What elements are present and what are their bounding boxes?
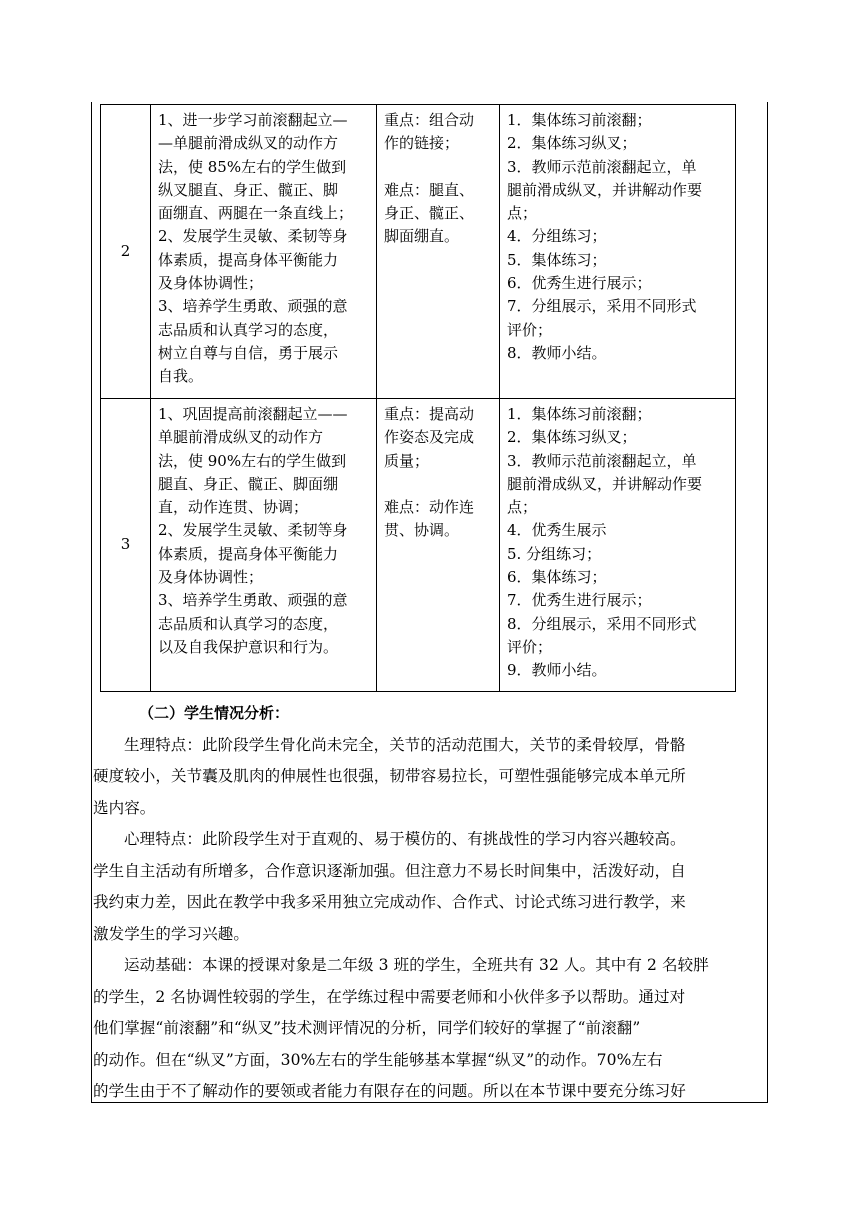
method-line: 8．分组展示，采用不同形式 [507,614,697,633]
goal-line: 3、培养学生勇敢、顽强的意 [158,297,348,316]
method-line: 6．优秀生进行展示； [507,274,652,293]
goal-line: 自我。 [158,367,204,386]
goal-line: 腿直、身正、髋正、脚面绷 [158,474,339,493]
goals-cell [151,399,377,692]
goal-line: 法，使 90%左右的学生做到 [158,451,347,470]
goal-line: 1、巩固提高前滚翻起立—— [158,405,348,423]
spacer [384,156,493,179]
goal-line: 志品质和认真学习的态度， [158,614,339,633]
method-line: 4．优秀生展示 [507,521,607,540]
paragraph-line: 我约束力差，因此在教学中我多采用独立完成动作、合作式、讨论式练习进行教学，来 [93,893,686,911]
key-point-line: 重点：组合动 [384,111,475,129]
key-point-line: 作的链接； [384,134,460,153]
paragraph-line: 的学生，2 名协调性较弱的学生，在学练过程中需要老师和小伙伴多予以帮助。通过对 [93,987,686,1006]
goal-line: 3、培养学生勇敢、顽强的意 [158,591,348,610]
method-line: 7．优秀生进行展示； [507,591,652,610]
method-line: 4．分组练习； [507,227,607,246]
goal-line: 直，动作连贯、协调； [158,498,309,517]
method-line: 3．教师示范前滚翻起立，单 [507,451,697,470]
goal-line: 2、发展学生灵敏、柔韧等身 [158,227,348,246]
paragraph-line: 的学生由于不了解动作的要领或者能力有限存在的问题。所以在本节课中要充分练习好 [93,1082,686,1100]
paragraph-line: 他们掌握“前滚翻”和“纵叉”技术测评情况的分析，同学们较好的掌握了“前滚翻” [93,1019,641,1037]
difficulty-line: 难点：腿直、 [384,180,475,199]
lesson-number: 2 [101,105,151,399]
goal-line: 体素质，提高身体平衡能力 [158,250,339,269]
method-line: 1．集体练习前滚翻； [507,405,652,423]
paragraph-line: 硬度较小，关节囊及肌肉的伸展性也很强，韧带容易拉长，可塑性强能够完成本单元所 [93,767,686,785]
method-line: 3．教师示范前滚翻起立，单 [507,157,697,176]
paragraph-line: 学生自主活动有所增多，合作意识逐渐加强。但注意力不易长时间集中，活泼好动，自 [93,861,686,880]
table-row [101,399,736,692]
method-line: 2．集体练习纵叉； [507,428,637,447]
difficulty-line: 贯、协调。 [384,521,460,540]
key-point-line: 质量； [384,451,430,470]
table-row [101,105,736,399]
goal-line: 面绷直、两腿在一条直线上； [158,204,354,223]
method-line: 点； [507,204,538,223]
analysis-paragraph [93,730,764,825]
goal-line: 树立自尊与自信，勇于展示 [158,343,339,362]
goal-line: 纵叉腿直、身正、髋正、脚 [158,180,339,199]
analysis-paragraph [93,950,764,1108]
paragraph-line: 激发学生的学习兴趣。 [93,924,250,943]
section-heading: （二）学生情况分析： [139,704,290,722]
goal-line: 及身体协调性； [158,568,264,587]
goal-line: 1、进一步学习前滚翻起立— [158,111,348,129]
goal-line: 体素质，提高身体平衡能力 [158,544,339,563]
goals-cell [151,105,377,399]
method-line: 5. 分组练习； [507,544,602,563]
method-line: 2．集体练习纵叉； [507,134,637,153]
goal-line: 及身体协调性； [158,274,264,293]
goal-line: 法，使 85%左右的学生做到 [158,157,347,176]
difficulty-line: 难点：动作连 [384,497,475,516]
method-line: 点； [507,498,538,517]
method-line: 9．教师小结。 [507,661,607,680]
paragraph-line: 心理特点：此阶段学生对于直观的、易于模仿的、有挑战性的学习内容兴趣较高。 [124,830,686,848]
focus-cell [377,105,500,399]
method-line: 评价； [507,637,553,656]
method-line: 8．教师小结。 [507,343,607,362]
method-line: 评价； [507,320,553,339]
lesson-number: 3 [101,399,151,692]
methods-cell [500,105,736,399]
analysis-paragraph [93,824,764,950]
goal-line: —单腿前滑成纵叉的动作方 [158,134,339,153]
method-line: 6．集体练习； [507,568,607,587]
goal-line: 2、发展学生灵敏、柔韧等身 [158,521,348,540]
goal-line: 志品质和认真学习的态度， [158,320,339,339]
method-line: 腿前滑成纵叉，并讲解动作要 [507,180,703,199]
method-line: 腿前滑成纵叉，并讲解动作要 [507,474,703,493]
spacer [384,473,493,496]
method-line: 5．集体练习； [507,250,607,269]
method-line: 1．集体练习前滚翻； [507,111,652,129]
lesson-plan-table [100,104,736,692]
goal-line: 以及自我保护意识和行为。 [158,637,339,656]
paragraph-line: 选内容。 [93,798,156,817]
key-point-line: 重点：提高动 [384,405,475,423]
difficulty-line: 身正、髋正、 [384,203,475,222]
key-point-line: 作姿态及完成 [384,428,475,447]
focus-cell [377,399,500,692]
paragraph-line: 生理特点：此阶段学生骨化尚未完全，关节的活动范围大，关节的柔骨较厚，骨骼 [124,735,686,754]
difficulty-line: 脚面绷直。 [384,227,460,246]
paragraph-line: 的动作。但在“纵叉”方面，30%左右的学生能够基本掌握“纵叉”的动作。70%左右 [93,1050,663,1069]
methods-cell [500,399,736,692]
paragraph-line: 运动基础：本课的授课对象是二年级 3 班的学生，全班共有 32 人。其中有 2 名较胖 [124,956,709,974]
student-analysis-section [93,698,764,1108]
goal-line: 单腿前滑成纵叉的动作方 [158,428,324,447]
method-line: 7．分组展示，采用不同形式 [507,297,697,316]
